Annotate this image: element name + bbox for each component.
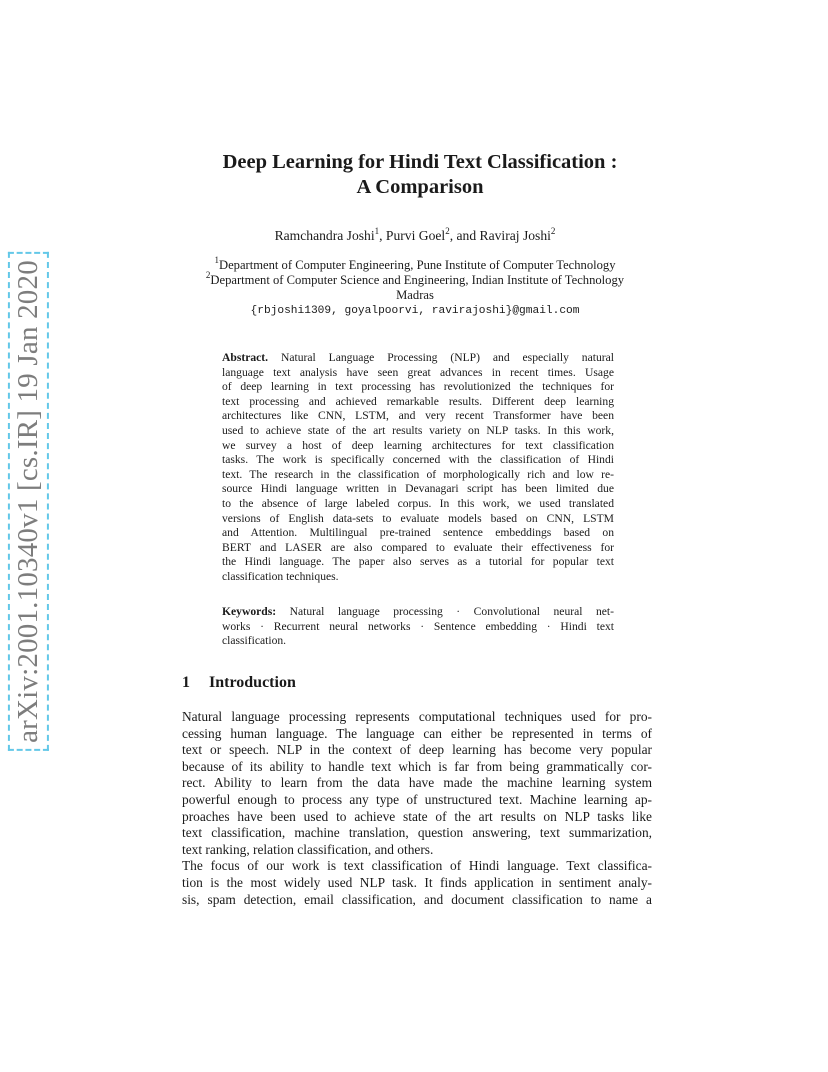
paper-title <box>140 150 700 200</box>
abstract-line <box>222 351 614 366</box>
abstract-line: used to achieve state of the art results variety on NLP tasks. In this work, <box>222 423 614 437</box>
intro-line: text classification, machine translation, question answering, text summarization, <box>182 825 652 841</box>
affiliation-text: Department of Computer Engineering, Pune Institute of Computer Technology <box>218 258 616 272</box>
abstract-label: Abstract. <box>222 351 269 364</box>
arxiv-stamp-text: arXiv:2001.10340v1 [cs.IR] 19 Jan 2020 <box>8 252 49 751</box>
affiliation <box>140 255 690 273</box>
abstract-line: versions of English data-sets to evaluate models based on CNN, LSTM <box>222 511 614 525</box>
title-line: Deep Learning for Hindi Text Classification : <box>222 151 618 173</box>
abstract-line: the Hindi language. The paper also serves as a tutorial for popular text <box>222 555 614 569</box>
author-name: Raviraj Joshi <box>479 228 551 243</box>
abstract-line-text: Natural Language Processing (NLP) and especially natural <box>280 351 614 364</box>
author-emails: {rbjoshi1309, goyalpoorvi, ravirajoshi}@gmail.com <box>250 305 580 317</box>
abstract-line: architectures like CNN, LSTM, and very recent Transformer have been <box>222 409 614 423</box>
abstract-line: tasks. The work is specifically concerned with the classification of Hindi <box>222 453 614 467</box>
keywords <box>222 605 614 649</box>
keywords-line <box>222 605 614 620</box>
abstract-line: source Hindi language written in Devanagari script has been limited due <box>222 482 614 496</box>
abstract <box>222 351 614 585</box>
intro-line: The focus of our work is text classification of Hindi language. Text classifica- <box>182 858 652 874</box>
abstract-line: and Attention. Multilingual pre-trained sentence embeddings based on <box>222 526 614 540</box>
abstract-line: of deep learning in text processing has revolutionized the techniques for <box>222 380 614 394</box>
abstract-line: text. The research in the classification of morphologically rich and low re- <box>222 467 614 481</box>
abstract-line: language text analysis have seen great advances in recent times. Usage <box>222 365 614 379</box>
author-affiliation-mark: 2 <box>445 226 450 236</box>
affiliation-mark: 2 <box>205 270 211 280</box>
affiliation <box>140 270 690 288</box>
intro-line: text or speech. NLP in the context of deep learning has become very popular <box>182 742 652 758</box>
author-separator: , and <box>449 228 480 243</box>
keywords-line: works · Recurrent neural networks · Sentence embedding · Hindi text <box>222 619 614 633</box>
abstract-line: BERT and LASER are also compared to evaluate their effectiveness for <box>222 540 614 554</box>
intro-line: tion is the most widely used NLP task. It finds application in sentiment analy- <box>182 874 652 890</box>
intro-line: because of its ability to handle text which is far from being grammatically cor- <box>182 758 652 774</box>
abstract-line: we survey a host of deep learning architectures for text classification <box>222 438 614 452</box>
intro-line: rect. Ability to learn from the data have made the machine learning system <box>182 775 652 791</box>
keywords-label: Keywords: <box>222 605 277 618</box>
title-line: A Comparison <box>356 176 484 198</box>
intro-line: Natural language processing represents computational techniques used for pro- <box>182 709 652 724</box>
arxiv-stamp <box>6 259 50 743</box>
author-affiliation-mark: 1 <box>374 226 380 236</box>
intro-line: powerful enough to process any type of unstructured text. Machine learning ap- <box>182 791 652 807</box>
affiliations <box>140 255 690 319</box>
section-heading <box>182 674 296 692</box>
author-name: Ramchandra Joshi <box>274 228 375 243</box>
intro-line: cessing human language. The language can either be represented in terms of <box>182 725 652 741</box>
affiliation-text: Department of Computer Science and Engineering, Indian Institute of Technology <box>210 273 625 287</box>
section-title: Introduction <box>209 674 296 691</box>
keywords-line: classification. <box>222 634 287 648</box>
introduction-body <box>182 709 652 908</box>
affiliation-mark: 1 <box>214 255 219 265</box>
intro-line: sis, spam detection, email classification, and document classification to name a <box>182 891 652 907</box>
author-name: Purvi Goel <box>385 228 446 243</box>
abstract-line: to the absence of large labeled corpus. In this work, we used translated <box>222 496 614 510</box>
abstract-line: classification techniques. <box>222 569 339 583</box>
author-list <box>150 228 680 244</box>
intro-line: text ranking, relation classification, and others. <box>182 841 434 857</box>
author-affiliation-mark: 2 <box>550 226 556 236</box>
intro-line: proaches have been used to achieve state of the art results on NLP tasks like <box>182 808 652 824</box>
section-number: 1 <box>182 674 190 691</box>
affiliation-continuation: Madras <box>396 288 434 302</box>
author-separator: , <box>379 228 386 243</box>
keywords-line-text: Natural language processing · Convolutional neural net- <box>289 605 614 618</box>
abstract-line: text processing and achieved remarkable results. Different deep learning <box>222 394 614 408</box>
